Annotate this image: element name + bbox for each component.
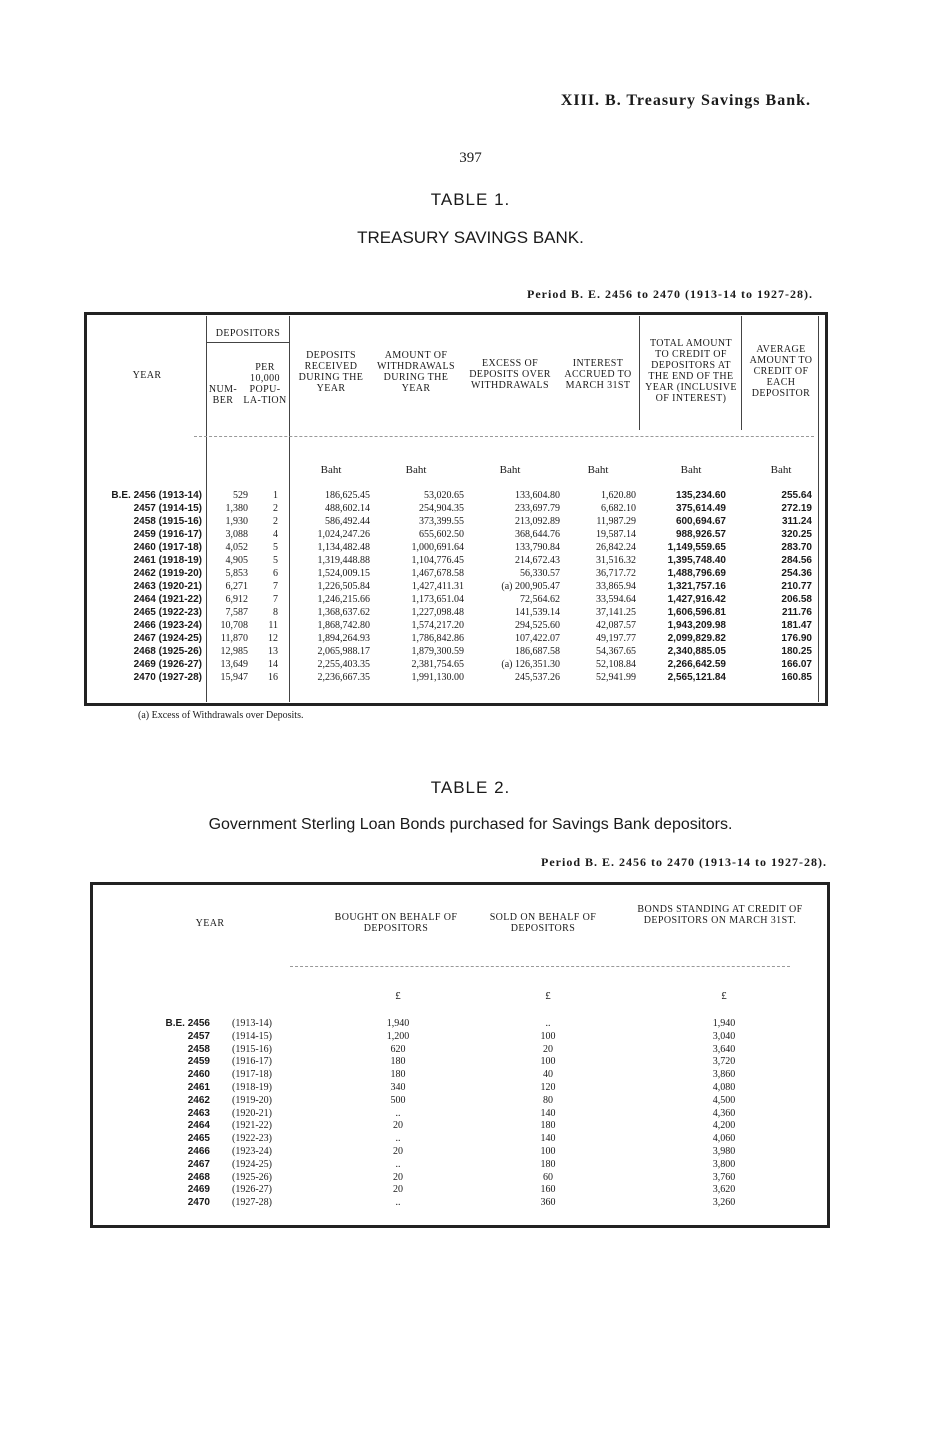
table2-row — [90, 1197, 830, 1208]
table1-cell-per: 5 — [273, 555, 278, 566]
table2-cell-standing: 4,080 — [712, 1082, 736, 1093]
table1-header-depositors: DEPOSITORS — [215, 328, 281, 339]
table2-cell-standing: 3,260 — [712, 1197, 736, 1209]
table2-cell-be: 2457 — [187, 1030, 210, 1042]
table1-cell-year: 2469 (1926-27) — [133, 659, 202, 670]
table2-cell-bought: 20 — [393, 1184, 403, 1196]
table1-cell-per: 8 — [273, 607, 278, 618]
table1-cell-excess: 245,537.26 — [515, 672, 560, 683]
table1-cell-average: 254.36 — [781, 568, 812, 579]
table1-cell-year: 2462 (1919-20) — [133, 568, 202, 579]
table1-cell-total: 135,234.60 — [675, 490, 726, 501]
table1-cell-excess: 141,539.14 — [515, 607, 560, 618]
table1-cell-per: 5 — [273, 542, 278, 553]
table1-footnote: (a) Excess of Withdrawals over Deposits. — [138, 710, 304, 721]
table1-cell-withdrawals: 1,427,411.31 — [411, 581, 464, 592]
table1-header-total: TOTAL AMOUNT TO CREDIT OF DEPOSITORS AT THE END OF THE YEAR (INCLUSIVE OF INTEREST) — [645, 338, 737, 404]
table1-cell-excess: 72,564.62 — [520, 594, 560, 605]
table2-header-standing: BONDS STANDING AT CREDIT OF DEPOSITORS ON MARCH 31ST. — [637, 904, 803, 926]
table1-cell-withdrawals: 254,904.35 — [419, 503, 464, 514]
table1-cell-excess: 233,697.79 — [515, 503, 560, 514]
table2-cell-standing: 4,060 — [712, 1133, 736, 1145]
table1-row — [84, 503, 828, 514]
table1-cell-year: 2461 (1918-19) — [133, 555, 202, 566]
table2-cell-bought: .. — [395, 1133, 401, 1145]
table2-cell-sold: 100 — [540, 1056, 556, 1068]
table1-unit: Baht — [405, 464, 427, 476]
table1-cell-deposits: 1,368,637.62 — [317, 607, 370, 618]
table2-cell-be: 2469 — [187, 1184, 210, 1196]
table1-unit: Baht — [680, 464, 702, 476]
table1-cell-deposits: 1,319,448.88 — [317, 555, 370, 566]
table2-label: TABLE 2. — [430, 778, 511, 797]
table2-header-year: YEAR — [195, 918, 225, 929]
table1-row — [84, 620, 828, 631]
table1-cell-interest: 6,682.10 — [601, 503, 636, 514]
table2-unit: £ — [721, 990, 727, 1002]
table1-cell-interest: 33,594.64 — [596, 594, 636, 605]
table1-cell-withdrawals: 1,104,776.45 — [411, 555, 464, 566]
table1-title: TREASURY SAVINGS BANK. — [357, 228, 584, 247]
table2-cell-bought: 500 — [390, 1094, 406, 1106]
table1-cell-deposits: 1,134,482.48 — [317, 542, 370, 553]
table2-cell-standing: 3,640 — [712, 1043, 736, 1055]
table2-cell-sold: 100 — [540, 1030, 556, 1042]
table1-cell-average: 210.77 — [781, 581, 812, 592]
table1-cell-total: 2,266,642.59 — [667, 659, 726, 670]
table1-cell-average: 180.25 — [781, 646, 812, 657]
table1-cell-excess: 368,644.76 — [515, 529, 560, 540]
table2-cell-ce: (1923-24) — [232, 1146, 272, 1157]
table2-row — [90, 1056, 830, 1067]
table1-cell-deposits: 1,524,009.15 — [317, 568, 370, 579]
table2-cell-standing: 4,360 — [712, 1107, 736, 1119]
table1-unit: Baht — [770, 464, 792, 476]
table1-cell-interest: 37,141.25 — [596, 607, 636, 618]
table1-cell-per: 1 — [273, 490, 278, 501]
table2-cell-be: 2459 — [187, 1056, 210, 1068]
table2-cell-be: 2462 — [187, 1094, 210, 1106]
table1-label: TABLE 1. — [430, 190, 511, 209]
table2-cell-bought: 20 — [393, 1120, 403, 1132]
table1-depositors-rule — [206, 342, 289, 343]
table1-cell-per: 14 — [268, 659, 278, 670]
table2-cell-sold: .. — [545, 1018, 551, 1029]
table1-cell-average: 166.07 — [781, 659, 812, 670]
table2-cell-ce: (1913-14) — [232, 1018, 272, 1029]
table2-cell-sold: 60 — [543, 1171, 553, 1183]
table1-cell-withdrawals: 655,602.50 — [419, 529, 464, 540]
table2-cell-ce: (1925-26) — [232, 1171, 272, 1183]
table1-cell-year: 2460 (1917-18) — [133, 542, 202, 553]
table1-cell-number: 10,708 — [220, 620, 248, 631]
table1-cell-per: 4 — [273, 529, 278, 540]
table1-cell-average: 320.25 — [781, 529, 812, 540]
table1-col-divider — [741, 316, 742, 430]
table1-cell-average: 206.58 — [781, 594, 812, 605]
table2-cell-ce: (1924-25) — [232, 1158, 272, 1170]
table1-cell-year: 2465 (1922-23) — [133, 607, 202, 618]
table2-cell-be: 2460 — [187, 1069, 210, 1081]
table2 — [90, 882, 830, 1228]
table2-row — [90, 1044, 830, 1055]
table2-cell-ce: (1922-23) — [232, 1133, 272, 1145]
table1-cell-average: 255.64 — [781, 490, 812, 501]
table1-row — [84, 568, 828, 579]
table2-cell-ce: (1920-21) — [232, 1107, 272, 1119]
table1-cell-interest: 42,087.57 — [596, 620, 636, 631]
table1-cell-average: 283.70 — [781, 542, 812, 553]
table1-cell-total: 2,565,121.84 — [667, 672, 726, 683]
table1-cell-per: 16 — [268, 672, 278, 683]
table1-cell-excess: 133,604.80 — [515, 490, 560, 501]
table1-cell-interest: 19,587.14 — [596, 529, 636, 540]
table1-cell-excess: 294,525.60 — [515, 620, 560, 631]
table1-header-deposits: DEPOSITS RECEIVED DURING THE YEAR — [298, 350, 364, 394]
table2-cell-be: 2467 — [187, 1158, 210, 1170]
table1-cell-number: 1,930 — [225, 516, 248, 527]
table1-cell-interest: 36,717.72 — [596, 568, 636, 579]
table1-header-interest: INTEREST ACCRUED TO MARCH 31ST — [564, 358, 632, 391]
table2-unit: £ — [395, 990, 401, 1002]
table2-row — [90, 1108, 830, 1119]
table2-cell-standing: 3,040 — [712, 1030, 736, 1042]
table1-cell-year: 2458 (1915-16) — [133, 516, 202, 527]
table1-body — [84, 490, 828, 686]
table1-cell-deposits: 1,894,264.93 — [317, 633, 370, 644]
table2-row — [90, 1184, 830, 1195]
table1-cell-average: 160.85 — [781, 672, 812, 683]
table2-cell-sold: 100 — [540, 1146, 556, 1157]
table2-cell-be: 2465 — [187, 1133, 210, 1145]
table1-cell-interest: 26,842.24 — [596, 542, 636, 553]
table1-cell-interest: 11,987.29 — [596, 516, 636, 527]
table2-cell-ce: (1918-19) — [232, 1082, 272, 1093]
table2-body — [90, 1018, 830, 1218]
table1-cell-number: 529 — [233, 490, 248, 501]
table1-cell-year: B.E. 2456 (1913-14) — [111, 490, 202, 501]
table2-row — [90, 1082, 830, 1093]
table1-header-per-population: PER 10,000 POPU-LA-TION — [243, 362, 287, 406]
table1-cell-withdrawals: 53,020.65 — [424, 490, 464, 501]
table1-cell-total: 988,926.57 — [675, 529, 726, 540]
table2-cell-bought: .. — [395, 1107, 401, 1119]
table1-cell-year: 2463 (1920-21) — [133, 581, 202, 592]
table2-cell-standing: 3,620 — [712, 1184, 736, 1196]
table1-cell-average: 311.24 — [781, 516, 812, 527]
table1-cell-number: 3,088 — [225, 529, 248, 540]
table1-cell-deposits: 2,236,667.35 — [317, 672, 370, 683]
table1-cell-excess: 213,092.89 — [515, 516, 560, 527]
table2-cell-ce: (1916-17) — [232, 1056, 272, 1068]
table1-cell-withdrawals: 1,574,217.20 — [411, 620, 464, 631]
table1-cell-deposits: 488,602.14 — [325, 503, 370, 514]
table1-cell-deposits: 1,226,505.84 — [317, 581, 370, 592]
table1-cell-total: 1,321,757.16 — [667, 581, 726, 592]
table1-header-rule — [194, 436, 814, 437]
table1-cell-average: 211.76 — [781, 607, 812, 618]
table1-row — [84, 594, 828, 605]
table1-cell-excess: 56,330.57 — [520, 568, 560, 579]
table1-cell-average: 284.56 — [781, 555, 812, 566]
table1-cell-year: 2459 (1916-17) — [133, 529, 202, 540]
table2-cell-ce: (1927-28) — [232, 1197, 272, 1209]
table1-cell-interest: 49,197.77 — [596, 633, 636, 644]
table2-cell-be: 2458 — [187, 1043, 210, 1055]
table1-col-divider — [639, 316, 640, 430]
table2-cell-be: 2463 — [187, 1107, 210, 1119]
table1-header-withdrawals: AMOUNT OF WITHDRAWALS DURING THE YEAR — [376, 350, 456, 394]
table1-cell-withdrawals: 1,991,130.00 — [411, 672, 464, 683]
table2-row — [90, 1172, 830, 1183]
table1-cell-deposits: 2,255,403.35 — [317, 659, 370, 670]
table1-cell-per: 12 — [268, 633, 278, 644]
table1-unit: Baht — [499, 464, 521, 476]
table2-cell-standing: 1,940 — [712, 1018, 736, 1029]
table2-cell-bought: 620 — [390, 1043, 406, 1055]
table2-cell-sold: 20 — [543, 1043, 553, 1055]
table1-row — [84, 542, 828, 553]
table1-cell-per: 7 — [273, 581, 278, 592]
table1-cell-per: 13 — [268, 646, 278, 657]
table1 — [84, 312, 828, 706]
table1-cell-average: 181.47 — [781, 620, 812, 631]
table2-cell-ce: (1926-27) — [232, 1184, 272, 1196]
table1-cell-deposits: 1,246,215.66 — [317, 594, 370, 605]
table1-cell-total: 2,099,829.82 — [667, 633, 726, 644]
table1-period: Period B. E. 2456 to 2470 (1913-14 to 1927-28). — [527, 287, 813, 301]
table1-row — [84, 529, 828, 540]
table1-cell-withdrawals: 373,399.55 — [419, 516, 464, 527]
table1-cell-excess: (a) 126,351.30 — [501, 659, 560, 670]
table1-row — [84, 581, 828, 592]
table1-cell-average: 176.90 — [781, 633, 812, 644]
table2-header-sold: SOLD ON BEHALF OF DEPOSITORS — [489, 912, 597, 934]
table2-cell-be: 2464 — [187, 1120, 210, 1132]
table1-header-year: YEAR — [132, 370, 162, 381]
table2-title: Government Sterling Loan Bonds purchased for Savings Bank depositors. — [208, 816, 733, 833]
table1-cell-total: 600,694.67 — [675, 516, 726, 527]
table1-cell-deposits: 186,625.45 — [325, 490, 370, 501]
table2-header-rule — [290, 966, 790, 967]
table2-cell-sold: 180 — [540, 1158, 556, 1170]
table2-cell-ce: (1919-20) — [232, 1094, 272, 1106]
table2-cell-sold: 120 — [540, 1082, 556, 1093]
table1-cell-total: 1,943,209.98 — [667, 620, 726, 631]
table1-cell-interest: 52,941.99 — [596, 672, 636, 683]
table2-cell-sold: 140 — [540, 1107, 556, 1119]
table1-cell-total: 2,340,885.05 — [667, 646, 726, 657]
table2-cell-standing: 3,720 — [712, 1056, 736, 1068]
table2-unit: £ — [545, 990, 551, 1002]
table1-cell-interest: 52,108.84 — [596, 659, 636, 670]
table1-header-average: AVERAGE AMOUNT TO CREDIT OF EACH DEPOSITOR — [749, 344, 813, 399]
running-head: XIII. B. Treasury Savings Bank. — [560, 92, 811, 109]
table2-cell-standing: 3,860 — [712, 1069, 736, 1081]
table1-cell-number: 12,985 — [220, 646, 248, 657]
table2-cell-standing: 4,500 — [712, 1094, 736, 1106]
table1-cell-total: 1,395,748.40 — [667, 555, 726, 566]
table1-cell-per: 11 — [268, 620, 278, 631]
table2-cell-sold: 160 — [540, 1184, 556, 1196]
table1-cell-excess: 133,790.84 — [515, 542, 560, 553]
table1-row — [84, 555, 828, 566]
table1-cell-excess: (a) 200,905.47 — [501, 581, 560, 592]
table1-header-excess: EXCESS OF DEPOSITS OVER WITHDRAWALS — [469, 358, 551, 391]
table1-cell-average: 272.19 — [781, 503, 812, 514]
table1-cell-year: 2464 (1921-22) — [133, 594, 202, 605]
table2-cell-bought: 1,200 — [386, 1030, 410, 1042]
table2-cell-be: 2470 — [187, 1197, 210, 1209]
table1-unit: Baht — [587, 464, 609, 476]
table1-cell-withdrawals: 1,173,651.04 — [411, 594, 464, 605]
table2-cell-bought: 180 — [390, 1069, 406, 1081]
table2-cell-ce: (1917-18) — [232, 1069, 272, 1081]
table1-cell-year: 2470 (1927-28) — [133, 672, 202, 683]
table2-cell-sold: 140 — [540, 1133, 556, 1145]
table1-cell-number: 6,271 — [225, 581, 248, 592]
table1-row — [84, 516, 828, 527]
table1-cell-withdrawals: 2,381,754.65 — [411, 659, 464, 670]
table1-cell-number: 13,649 — [220, 659, 248, 670]
table1-cell-per: 2 — [273, 516, 278, 527]
table2-cell-standing: 3,800 — [712, 1158, 736, 1170]
table2-row — [90, 1069, 830, 1080]
table2-row — [90, 1120, 830, 1131]
table2-header-bought: BOUGHT ON BEHALF OF DEPOSITORS — [334, 912, 458, 934]
table1-row — [84, 633, 828, 644]
table1-cell-total: 1,427,916.42 — [667, 594, 726, 605]
table1-cell-number: 5,853 — [225, 568, 248, 579]
table2-cell-ce: (1914-15) — [232, 1030, 272, 1042]
table1-cell-per: 2 — [273, 503, 278, 514]
table1-cell-number: 6,912 — [225, 594, 248, 605]
table2-cell-sold: 40 — [543, 1069, 553, 1081]
table1-cell-deposits: 586,492.44 — [325, 516, 370, 527]
table1-cell-number: 1,380 — [225, 503, 248, 514]
table1-cell-number: 7,587 — [225, 607, 248, 618]
table1-row — [84, 672, 828, 683]
table2-cell-be: 2461 — [187, 1082, 210, 1093]
table1-row — [84, 490, 828, 501]
table1-cell-total: 1,606,596.81 — [667, 607, 726, 618]
table2-row — [90, 1095, 830, 1106]
page-number: 397 — [459, 150, 482, 166]
table1-cell-deposits: 1,868,742.80 — [317, 620, 370, 631]
table1-cell-withdrawals: 1,786,842.86 — [411, 633, 464, 644]
table2-cell-standing: 4,200 — [712, 1120, 736, 1132]
table1-cell-total: 1,488,796.69 — [667, 568, 726, 579]
table1-cell-total: 1,149,559.65 — [667, 542, 726, 553]
table1-cell-year: 2466 (1923-24) — [133, 620, 202, 631]
table1-cell-withdrawals: 1,879,300.59 — [411, 646, 464, 657]
table1-cell-number: 15,947 — [220, 672, 248, 683]
table2-cell-bought: 20 — [393, 1146, 403, 1157]
table1-cell-excess: 107,422.07 — [515, 633, 560, 644]
table2-cell-sold: 80 — [543, 1094, 553, 1106]
table2-cell-sold: 180 — [540, 1120, 556, 1132]
table1-cell-withdrawals: 1,000,691.64 — [411, 542, 464, 553]
table1-cell-per: 7 — [273, 594, 278, 605]
table2-row — [90, 1133, 830, 1144]
table2-row — [90, 1159, 830, 1170]
table1-cell-interest: 33,865.94 — [596, 581, 636, 592]
table1-cell-interest: 1,620.80 — [601, 490, 636, 501]
table1-cell-excess: 214,672.43 — [515, 555, 560, 566]
table2-row — [90, 1031, 830, 1042]
table2-row — [90, 1146, 830, 1157]
table2-cell-bought: .. — [395, 1197, 401, 1209]
table2-cell-be: 2468 — [187, 1171, 210, 1183]
table2-row — [90, 1018, 830, 1029]
table1-row — [84, 659, 828, 670]
table1-cell-excess: 186,687.58 — [515, 646, 560, 657]
table1-cell-number: 4,905 — [225, 555, 248, 566]
table2-cell-sold: 360 — [540, 1197, 556, 1209]
table2-cell-ce: (1921-22) — [232, 1120, 272, 1132]
table2-cell-be: 2466 — [187, 1146, 210, 1157]
table1-cell-withdrawals: 1,227,098.48 — [411, 607, 464, 618]
table2-cell-standing: 3,760 — [712, 1171, 736, 1183]
table1-cell-year: 2468 (1925-26) — [133, 646, 202, 657]
table1-cell-interest: 54,367.65 — [596, 646, 636, 657]
table1-cell-per: 6 — [273, 568, 278, 579]
table1-unit: Baht — [320, 464, 342, 476]
table1-cell-number: 11,870 — [220, 633, 248, 644]
table1-cell-total: 375,614.49 — [675, 503, 726, 514]
table1-cell-year: 2457 (1914-15) — [133, 503, 202, 514]
table1-cell-withdrawals: 1,467,678.58 — [411, 568, 464, 579]
table2-period: Period B. E. 2456 to 2470 (1913-14 to 1927-28). — [541, 855, 827, 869]
table2-cell-ce: (1915-16) — [232, 1043, 272, 1055]
table2-cell-bought: 180 — [390, 1056, 406, 1068]
table2-cell-bought: 20 — [393, 1171, 403, 1183]
table1-row — [84, 607, 828, 618]
table2-cell-standing: 3,980 — [712, 1146, 736, 1157]
table1-cell-deposits: 1,024,247.26 — [317, 529, 370, 540]
table2-cell-bought: 340 — [390, 1082, 406, 1093]
table2-cell-bought: 1,940 — [386, 1018, 410, 1029]
table1-cell-year: 2467 (1924-25) — [133, 633, 202, 644]
table2-cell-bought: .. — [395, 1158, 401, 1170]
table2-cell-be: B.E. 2456 — [165, 1018, 210, 1029]
table1-header-number: NUM-BER — [208, 384, 238, 406]
table1-cell-interest: 31,516.32 — [596, 555, 636, 566]
table1-cell-number: 4,052 — [225, 542, 248, 553]
table1-cell-deposits: 2,065,988.17 — [317, 646, 370, 657]
table1-row — [84, 646, 828, 657]
